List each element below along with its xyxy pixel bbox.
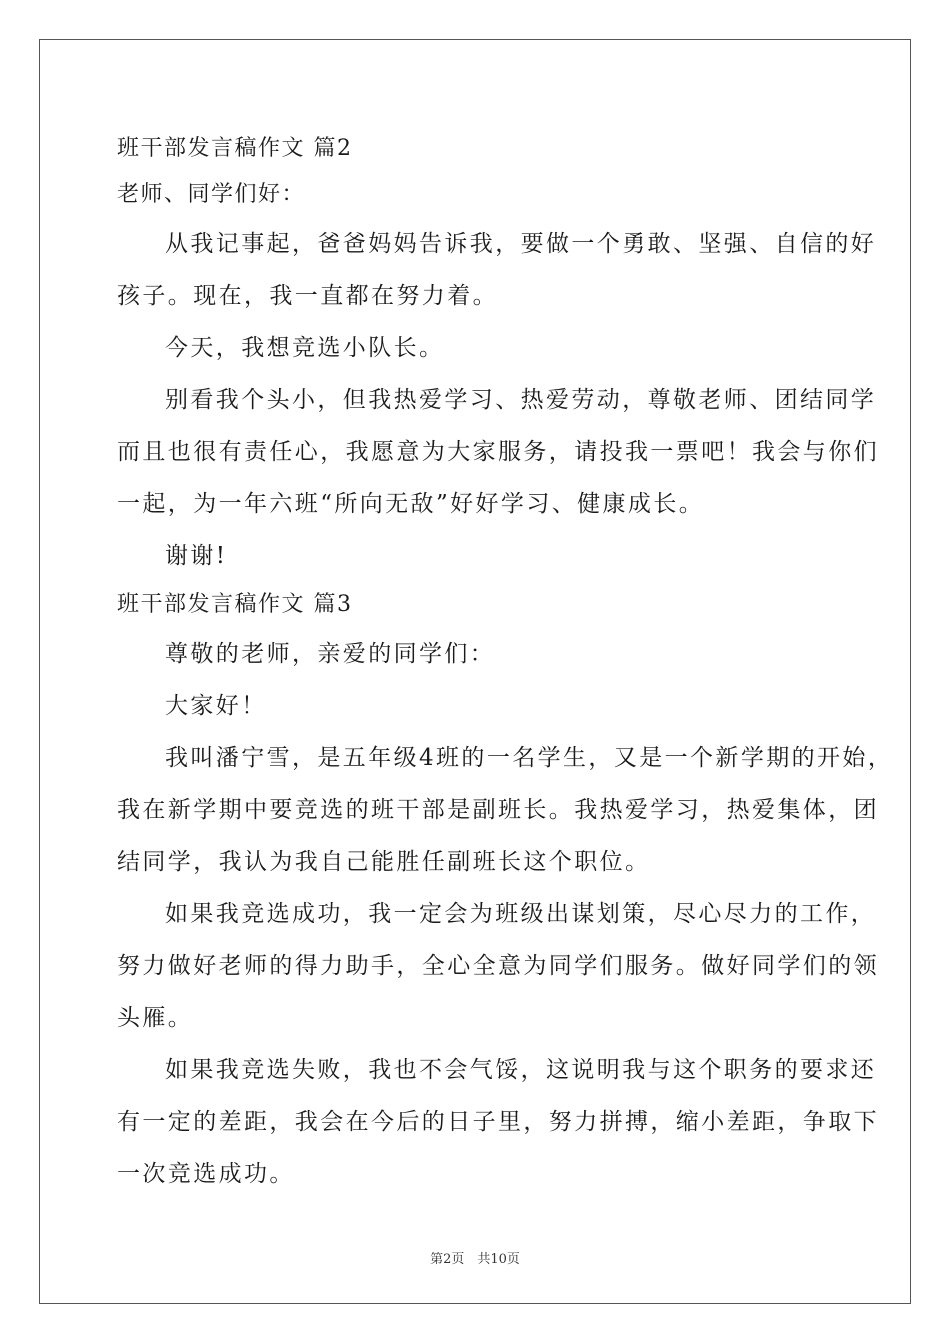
paragraph-line: 如果我竞选成功，我一定会为班级出谋划策，尽心尽力的工作， [165,901,877,927]
paragraph-line: 而且也很有责任心，我愿意为大家服务，请投我一票吧！我会与你们 [117,439,879,465]
section-heading: 班干部发言稿作文 篇2 [117,136,353,161]
paragraph-line: 我叫潘宁雪，是五年级4班的一名学生，又是一个新学期的开始， [165,745,894,771]
paragraph-line: 别看我个头小，但我热爱学习、热爱劳动，尊敬老师、团结同学 [165,387,877,413]
paragraph-line: 孩子。现在，我一直都在努力着。 [117,283,498,309]
paragraph-line: 如果我竞选失败，我也不会气馁，这说明我与这个职务的要求还 [165,1057,877,1083]
paragraph-line: 头雁。 [117,1005,194,1031]
paragraph-line: 有一定的差距，我会在今后的日子里，努力拼搏，缩小差距，争取下 [117,1109,879,1135]
paragraph-line: 我在新学期中要竞选的班干部是副班长。我热爱学习，热爱集体，团 [117,797,879,823]
paragraph-line: 大家好！ [165,693,267,719]
paragraph-line: 努力做好老师的得力助手，全心全意为同学们服务。做好同学们的领 [117,953,879,979]
page-number-footer: 第2页 共10页 [430,1252,520,1267]
greeting: 老师、同学们好： [117,182,306,207]
paragraph-line: 谢谢! [165,543,228,569]
paragraph-line: 今天，我想竞选小队长。 [165,335,445,361]
section-heading: 班干部发言稿作文 篇3 [117,592,353,617]
document-body [117,126,894,1200]
greeting: 尊敬的老师，亲爱的同学们： [165,641,496,667]
paragraph-line: 一次竞选成功。 [117,1161,295,1187]
paragraph-line: 一起，为一年六班“所向无敌”好好学习、健康成长。 [117,491,705,517]
paragraph-line: 从我记事起，爸爸妈妈告诉我，要做一个勇敢、坚强、自信的好 [165,231,877,257]
paragraph-line: 结同学，我认为我自己能胜任副班长这个职位。 [117,849,651,875]
